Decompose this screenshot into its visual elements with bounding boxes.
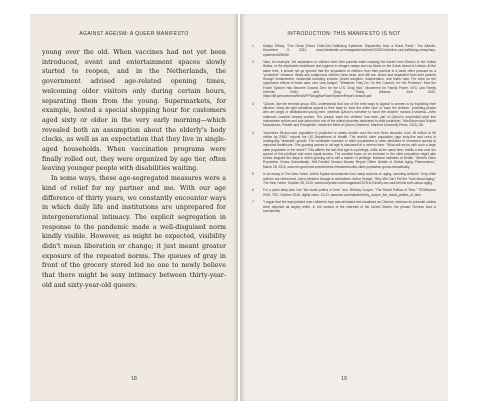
endnote-number: 1	[252, 44, 254, 48]
paragraph: In some ways, these age-segregated measures were a kind of relief for my partner and me. With our age difference of thirty years, we constantly encounter ways in which daily life and institutions are unprepared for intergenerational intimacy. The explicit segregation in response to the pandemic made a well-disguised norm kindly visible. However, as might be expected, visibility didn't mean liberation or change; it just meant greater exposure of the repeated norms. The queues of gray in front of the grocery stored led no one to newly believe that there might be sexy intimacy between thirty-year-old and sixty-year-old queers.	[42, 175, 226, 289]
body-text	[42, 48, 226, 291]
endnote	[252, 60, 436, 98]
endnote-text: Kaitlyn Tiffany, "The Great (Fake) Child-Sex-Trafficking Epidemic: Dispatches from a Moral Panic," The Atlantic, December 9, 2021, www.theatlantic.com/magazine/archive/2022/01/children-sex-trafficking-conspiracy-epidemic/620845/.	[263, 44, 436, 57]
right-page	[240, 14, 448, 401]
endnote	[252, 102, 436, 128]
endnote-text: "I argue that the lead painted onto children's toys was animated and racialized as Chinese, whereas its potential victims were depicted as largely white. In the context of the interests of the United States, the phrase Chinese lead is consistently	[263, 200, 436, 213]
running-head: AGAINST AGEISM: A QUEER MANIFESTO	[79, 31, 189, 37]
endnote	[252, 200, 436, 213]
endnote	[252, 44, 436, 57]
endnote	[252, 188, 436, 197]
endnote-text: In an essay in The New Yorker, Arthur Krystal summarizes from many sources on aging, including Aristotle. Only white authors are referenced, and a Western lineage is centralized. Arthur Krystal, "Why We Can't Tell the Truth About Aging," The New Yorker, October 28, 2019, www.newyorker.com/magazine/2019/11/04/why-we-cant-tell-the-truth-about-aging.	[263, 172, 436, 185]
endnote-number: 6	[252, 188, 254, 193]
endnotes	[252, 44, 436, 216]
endnote-text: For a quick deep-dive into "the racial politics of time," see, Brittney Cooper, "The Racial Politics of Time," TEDWomen 2016, TED, October 2016, digital video, 12:21, www.ted.com/talks/brittney_cooper_the_racial_politics_of_time.	[263, 188, 436, 197]
endnote-number: 4	[252, 130, 254, 135]
endnote-number: 7	[252, 200, 254, 205]
endnote-number: 3	[252, 101, 254, 106]
running-head: INTRODUCTION: THIS MANIFESTO IS NOT	[287, 31, 401, 37]
endnote-text: "QAnon, like the terrorist group ISIS, understands that one of the best ways to appeal to women is by exploiting their altruism. Many far-right narratives appeal to their base to 'save the white race' or 'save the children,' providing people who are angry or disillusioned young men, whereas QAnon's narrative to 'save the children' evokes a visceral—even maternal—reaction among women. The phrase 'save the children' has been part of QAnon's successful pivot into mainstream culture and was taken from one of the oldest churches dedicated to child protection." Mia Bloom and Sophia Moskalenko, Pastels and Pedophiles: Inside the Mind of QAnon (Stanford: Stanford University Press, 2021), 56.	[263, 101, 436, 128]
endnote-number: 2	[252, 60, 254, 65]
paragraph: young over the old. When vaccines had not yet been introduced, event and entertainment spaces slowly started to reopen, and in the Netherlands, the government advised age-related opening times, welcoming older visitors only during certain hours, separating them from the young. Supermarkets, for example, hosted a special shopping hour for customers aged sixty or older in the very early morning—which revealed both an assumption about the elderly's body clocks, as well as an expectation that they live in single-aged households. When vaccination programs were finally rolled out, they were organized by age tier, often leaving younger people with disabilities waiting.	[42, 49, 226, 173]
page-number: 19	[341, 376, 347, 382]
endnote-text: Take, for example, the separation of children from their parents while crossing the border from Mexico to the United States, or the deplorable healthcare and hygiene in refugee camps such as Moria on the Greek island of Lesbos. At the same time, it should not go ignored that the separation of children from their parents is a tactic often pursued as a "protective" measure. Black and Indigenous children have been, and still are, stolen and separated from their parents through enslavement, residential boarding schools, forced adoption, incarceration, and foster care. For more on the oppressive effects of foster care, see: Lisa Sangoi, "'Whatever They Do, I'm Her Comfort, I'm Her Protector': How the Foster System Has Become Ground Zero for the U.S. Drug War," Movement for Family Power, NYU Law Family Defense Clinic, and Drug Policy Alliance, June 2020, https://bit.ly/movement/files/MFP/DrugWarFosterSystemReport.cleaned.pdf.	[263, 60, 436, 99]
page-number: 18	[131, 376, 137, 382]
endnote	[252, 131, 436, 169]
left-page	[30, 14, 238, 401]
endnote-number: 5	[252, 172, 254, 177]
endnote	[252, 172, 436, 185]
endnote-text: "America's 65-and-over population is projected to nearly double over the next three decades, from 48 million to 88 million by 2050," reports the US Department of Health. The world's older population (age sixty-five and over) is undergoing "dramatic" growth. The worldwide increase in older populations is often attributed to increased access to improved healthcare. This growing access to old age is discussed in a worried tone: "What will we do with such a large older population in the world?" This affirms the fact that age is a privilege, while at the same time, instills a fear over the spread of this privilege and more equal access. The societal focus on an increase in the older population might also further disguise the ways in which growing old is still a marker of privilege. National Institutes of Health, "World's Older Population Grows Dramatically: NIH-Funded Census Bureau Report Offers Details of Global Aging Phenomenon," March 28, 2016, www.nih.gov/news-events/news-releases/worlds-older-population-grows-dramatically.	[263, 130, 436, 169]
